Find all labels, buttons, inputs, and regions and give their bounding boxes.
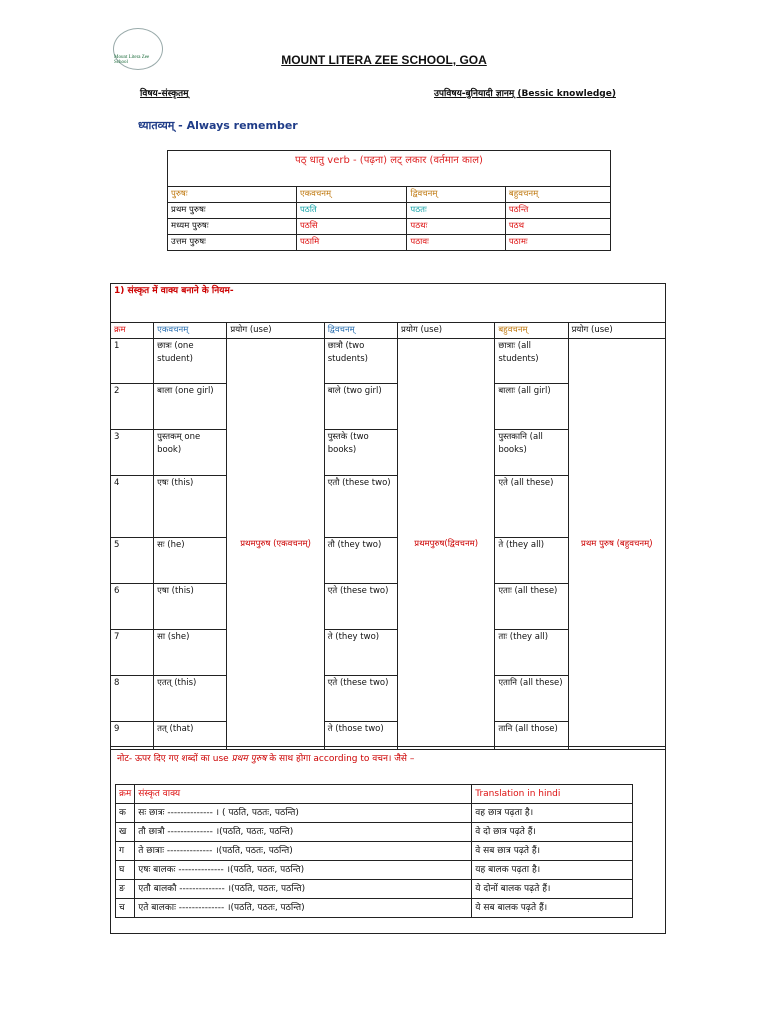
rule-plural: छात्राः (all students)	[495, 339, 568, 384]
rule-dual: तौ (they two)	[324, 538, 397, 584]
example-number: च	[116, 899, 135, 918]
example-number: घ	[116, 861, 135, 880]
school-name: MOUNT LITERA ZEE SCHOOL, GOA	[281, 53, 487, 67]
verb-col-header: पुरुषः	[168, 187, 297, 203]
example-number: ग	[116, 842, 135, 861]
verb-cell: पठथः	[407, 219, 505, 235]
rule-dual: एतौ (these two)	[324, 476, 397, 538]
rule-plural: तानि (all those)	[495, 722, 568, 750]
rule-plural: एतानि (all these)	[495, 676, 568, 722]
note-before: नोट- ऊपर दिए गए शब्दों का use	[117, 754, 229, 764]
verb-row-label: प्रथम पुरुषः	[168, 203, 297, 219]
rule-plural: एताः (all these)	[495, 584, 568, 630]
rule-plural: बालाः (all girl)	[495, 384, 568, 430]
rule-number: 2	[111, 384, 154, 430]
rules-col-header: प्रयोग (use)	[227, 323, 324, 339]
example-sentence: एतौ बालकौ -------------- ।(पठति, पठतः, पठन्ति)	[135, 880, 472, 899]
verb-table-title: पठ् धातु verb - (पढ़ना) लट् लकार (वर्तमान काल)	[168, 151, 611, 187]
use-dual-label: प्रथमपुरुष(द्विवचनम)	[397, 339, 494, 750]
verb-cell: पठसि	[296, 219, 406, 235]
rule-dual: बाले (two girl)	[324, 384, 397, 430]
examples-col-header: संस्कृत वाक्य	[135, 785, 472, 804]
rule-number: 4	[111, 476, 154, 538]
rule-dual: एते (these two)	[324, 584, 397, 630]
example-translation: ये दोनों बालक पढ़ते हैं।	[472, 880, 633, 899]
rule-plural: पुस्तकानि (all books)	[495, 430, 568, 476]
example-translation: वे दो छात्र पढ़ते हैं।	[472, 823, 633, 842]
example-number: ङ	[116, 880, 135, 899]
subject-label: विषय-संस्कृतम्	[140, 89, 189, 99]
rule-number: 7	[111, 630, 154, 676]
rule-number: 8	[111, 676, 154, 722]
verb-cell: पठामि	[296, 235, 406, 251]
rule-singular: पुस्तकम् one book)	[154, 430, 227, 476]
example-translation: वह छात्र पढ़ता है।	[472, 804, 633, 823]
verb-cell: पठन्ति	[505, 203, 610, 219]
remember-english: Always remember	[186, 119, 298, 132]
remember-hindi: ध्यातव्यम् -	[138, 119, 183, 132]
example-sentence: ते छात्राः -------------- ।(पठति, पठतः, पठन्ति)	[135, 842, 472, 861]
rule-number: 5	[111, 538, 154, 584]
rules-col-header: प्रयोग (use)	[568, 323, 665, 339]
note-text	[117, 751, 414, 764]
rules-col-header: बहुवचनम्	[495, 323, 568, 339]
rule-dual: ते (those two)	[324, 722, 397, 750]
example-translation: ये सब बालक पढ़ते हैं।	[472, 899, 633, 918]
logo-text: Mount Litera Zee School	[114, 55, 150, 65]
rules-table-title: 1) संस्कृत में वाक्य बनाने के नियम-	[111, 284, 666, 323]
rule-singular: एतत् (this)	[154, 676, 227, 722]
rule-plural: ताः (they all)	[495, 630, 568, 676]
rules-col-header: एकवचनम्	[154, 323, 227, 339]
verb-row-label: उत्तम पुरुषः	[168, 235, 297, 251]
example-sentence: सः छात्रः -------------- । ( पठति, पठतः, पठन्ति)	[135, 804, 472, 823]
remember-heading	[138, 118, 298, 133]
rule-number: 1	[111, 339, 154, 384]
verb-cell: पठामः	[505, 235, 610, 251]
rule-dual: एते (these two)	[324, 676, 397, 722]
example-number: क	[116, 804, 135, 823]
rule-singular: छात्रः (one student)	[154, 339, 227, 384]
rules-col-header: क्रम	[111, 323, 154, 339]
use-plural-label: प्रथम पुरुष (बहुवचनम्)	[568, 339, 665, 750]
verb-cell: पठावः	[407, 235, 505, 251]
rule-singular: एषा (this)	[154, 584, 227, 630]
verb-col-header: द्विवचनम्	[407, 187, 505, 203]
rule-plural: ते (they all)	[495, 538, 568, 584]
use-singular-label: प्रथमपुरुष (एकवचनम्)	[227, 339, 324, 750]
rule-singular: सा (she)	[154, 630, 227, 676]
sentence-rules-table	[110, 283, 666, 750]
verb-col-header: बहुवचनम्	[505, 187, 610, 203]
verb-row-label: मध्यम पुरुषः	[168, 219, 297, 235]
rule-number: 6	[111, 584, 154, 630]
verb-col-header: एकवचनम्	[296, 187, 406, 203]
rule-singular: सः (he)	[154, 538, 227, 584]
rule-dual: पुस्तके (two books)	[324, 430, 397, 476]
rules-col-header: प्रयोग (use)	[397, 323, 494, 339]
note-after: के साथ होगा according to वचन। जैसे –	[269, 754, 415, 764]
example-sentence: एते बालकाः -------------- ।(पठति, पठतः, पठन्ति)	[135, 899, 472, 918]
subtopic-label: उपविषय-बुनियादी ज्ञानम् (Bessic knowledge)	[434, 89, 616, 99]
example-sentence: एषः बालकः -------------- ।(पठति, पठतः, पठन्ति)	[135, 861, 472, 880]
rule-dual: छात्रौ (two students)	[324, 339, 397, 384]
examples-col-header: क्रम	[116, 785, 135, 804]
rule-singular: एषः (this)	[154, 476, 227, 538]
verb-cell: पठतः	[407, 203, 505, 219]
rule-dual: ते (they two)	[324, 630, 397, 676]
rule-singular: बाला (one girl)	[154, 384, 227, 430]
verb-cell: पठथ	[505, 219, 610, 235]
verb-cell: पठति	[296, 203, 406, 219]
example-number: ख	[116, 823, 135, 842]
rule-number: 9	[111, 722, 154, 750]
rule-number: 3	[111, 430, 154, 476]
example-translation: यह बालक पढ़ता है।	[472, 861, 633, 880]
rules-col-header: द्विवचनम्	[324, 323, 397, 339]
rule-plural: एते (all these)	[495, 476, 568, 538]
example-sentence: तौ छात्रौ -------------- ।(पठति, पठतः, पठन्ति)	[135, 823, 472, 842]
example-translation: वे सब छात्र पढ़ते हैं।	[472, 842, 633, 861]
note-highlight: प्रथम पुरुष	[231, 754, 267, 764]
rule-singular: तत् (that)	[154, 722, 227, 750]
examples-table	[115, 784, 633, 918]
verb-conjugation-table	[167, 150, 611, 251]
examples-col-header: Translation in hindi	[472, 785, 633, 804]
